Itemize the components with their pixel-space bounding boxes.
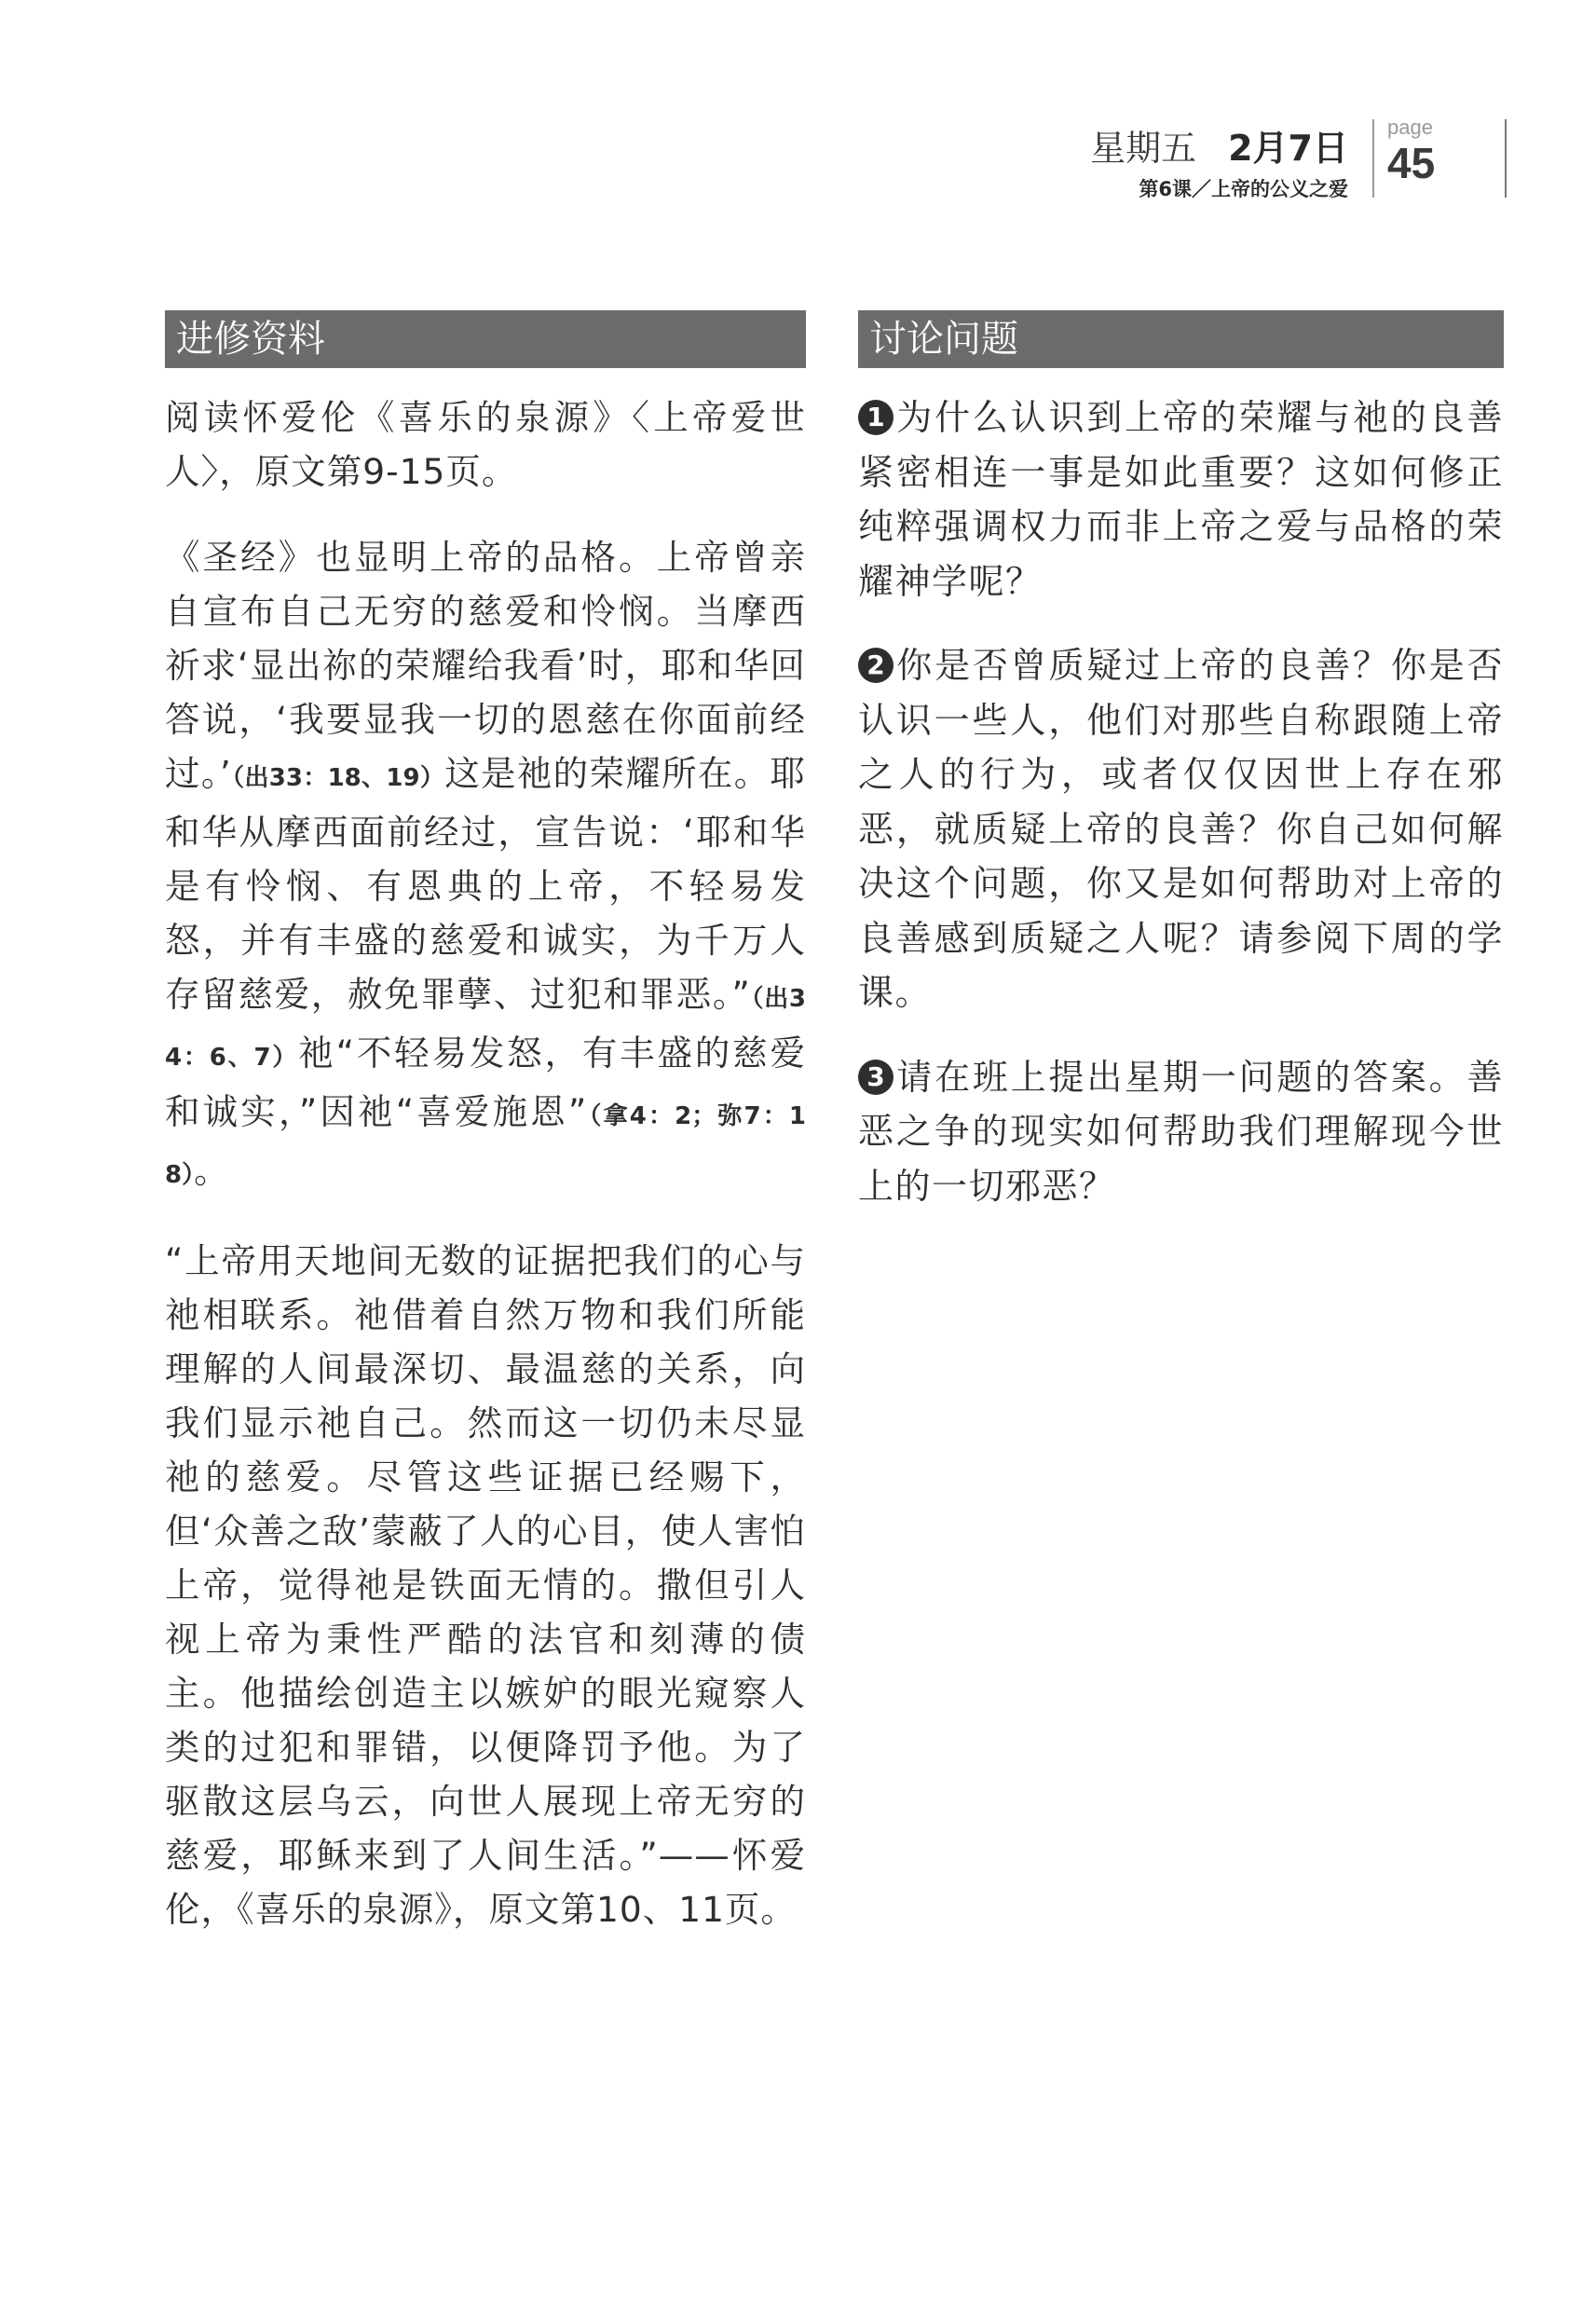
further-study-heading: 进修资料 xyxy=(165,310,806,368)
page-header xyxy=(948,116,1507,200)
question-text: 为什么认识到上帝的荣耀与祂的良善紧密相连一事是如此重要？这如何修正纯粹强调权力而非上帝之爱与品格的荣耀神学呢？ xyxy=(858,397,1504,602)
quotation-paragraph: “上帝用天地间无数的证据把我们的心与祂相联系。祂借着自然万物和我们所能理解的人间最深切、最温慈的关系，向我们显示祂自己。然而这一切仍未尽显祂的慈爱。尽管这些证据已经赐下，但‘众善之敌’蒙蔽了人的心目，使人害怕上帝，觉得祂是铁面无情的。撒但引人视上帝为秉性严酷的法官和刻薄的债主。他描绘创造主以嫉妒的眼光窥察人类的过犯和罪错，以便降罚予他。为了驱散这层乌云，向世人展现上帝无穷的慈爱，耶稣来到了人间生活。”——怀爱伦，《喜乐的泉源》，原文第10、11页。 xyxy=(165,1240,806,1930)
question-number-badge: 3 xyxy=(858,1060,893,1095)
discussion-questions xyxy=(858,390,1504,1213)
scripture-reference: （出33：18、19） xyxy=(231,764,445,792)
question-number-badge: 2 xyxy=(858,648,893,683)
header-day: 星期五 xyxy=(1090,128,1197,169)
scripture-reference: （拿4：2；弥7：18） xyxy=(165,1102,806,1189)
discussion-heading: 讨论问题 xyxy=(858,310,1504,368)
page-number-block xyxy=(1387,116,1453,188)
header-lesson-title: 第6课／上帝的公义之爱 xyxy=(1139,178,1348,200)
header-date: 2月7日 xyxy=(1228,128,1348,169)
discussion-column xyxy=(858,310,1504,1243)
paragraph-text: 《圣经》也显明上帝的品格。上帝曾亲自宣布自己无穷的慈爱和怜悯。当摩西祈求‘显出祢的荣耀给我看’时，耶和华回答说，‘我要显我一切的恩慈在你面前经过。’ xyxy=(165,537,806,794)
paragraph-text: 这是祂的荣耀所在。耶和华从摩西面前经过，宣告说：‘耶和华是有怜悯、有恩典的上帝，不轻易发怒，并有丰盛的慈爱和诚实，为千万人存留慈爱，赦免罪孽、过犯和罪恶。” xyxy=(165,753,807,1015)
page-number: 45 xyxy=(1387,139,1436,187)
paragraph-text: 祂“不轻易发怒，有丰盛的慈爱和诚实，”因祂“喜爱施恩” xyxy=(165,1032,806,1132)
reading-assignment: 阅读怀爱伦《喜乐的泉源》〈上帝爱世人〉，原文第9-15页。 xyxy=(165,397,806,492)
bible-character-paragraph xyxy=(165,530,806,1202)
page-label: page xyxy=(1387,116,1433,139)
question-number-badge: 1 xyxy=(858,400,893,435)
header-edge-rule xyxy=(1505,119,1507,198)
paragraph-text: 。 xyxy=(194,1150,230,1191)
question-text: 你是否曾质疑过上帝的良善？你是否认识一些人，他们对那些自称跟随上帝之人的行为，或者仅仅因世上存在邪恶，就质疑上帝的良善？你自己如何解决这个问题，你又是如何帮助对上帝的良善感到质疑之人呢？请参阅下周的学课。 xyxy=(858,645,1504,1013)
header-date-block xyxy=(1090,119,1348,202)
further-study-column xyxy=(165,310,806,1936)
header-divider xyxy=(1372,119,1374,198)
scripture-reference: （出34：6、7） xyxy=(165,985,806,1072)
discussion-question xyxy=(858,1050,1504,1214)
discussion-question xyxy=(858,638,1504,1020)
question-text: 请在班上提出星期一问题的答案。善恶之争的现实如何帮助我们理解现今世上的一切邪恶？ xyxy=(858,1056,1504,1207)
discussion-question xyxy=(858,390,1504,609)
further-study-body xyxy=(165,390,806,1936)
